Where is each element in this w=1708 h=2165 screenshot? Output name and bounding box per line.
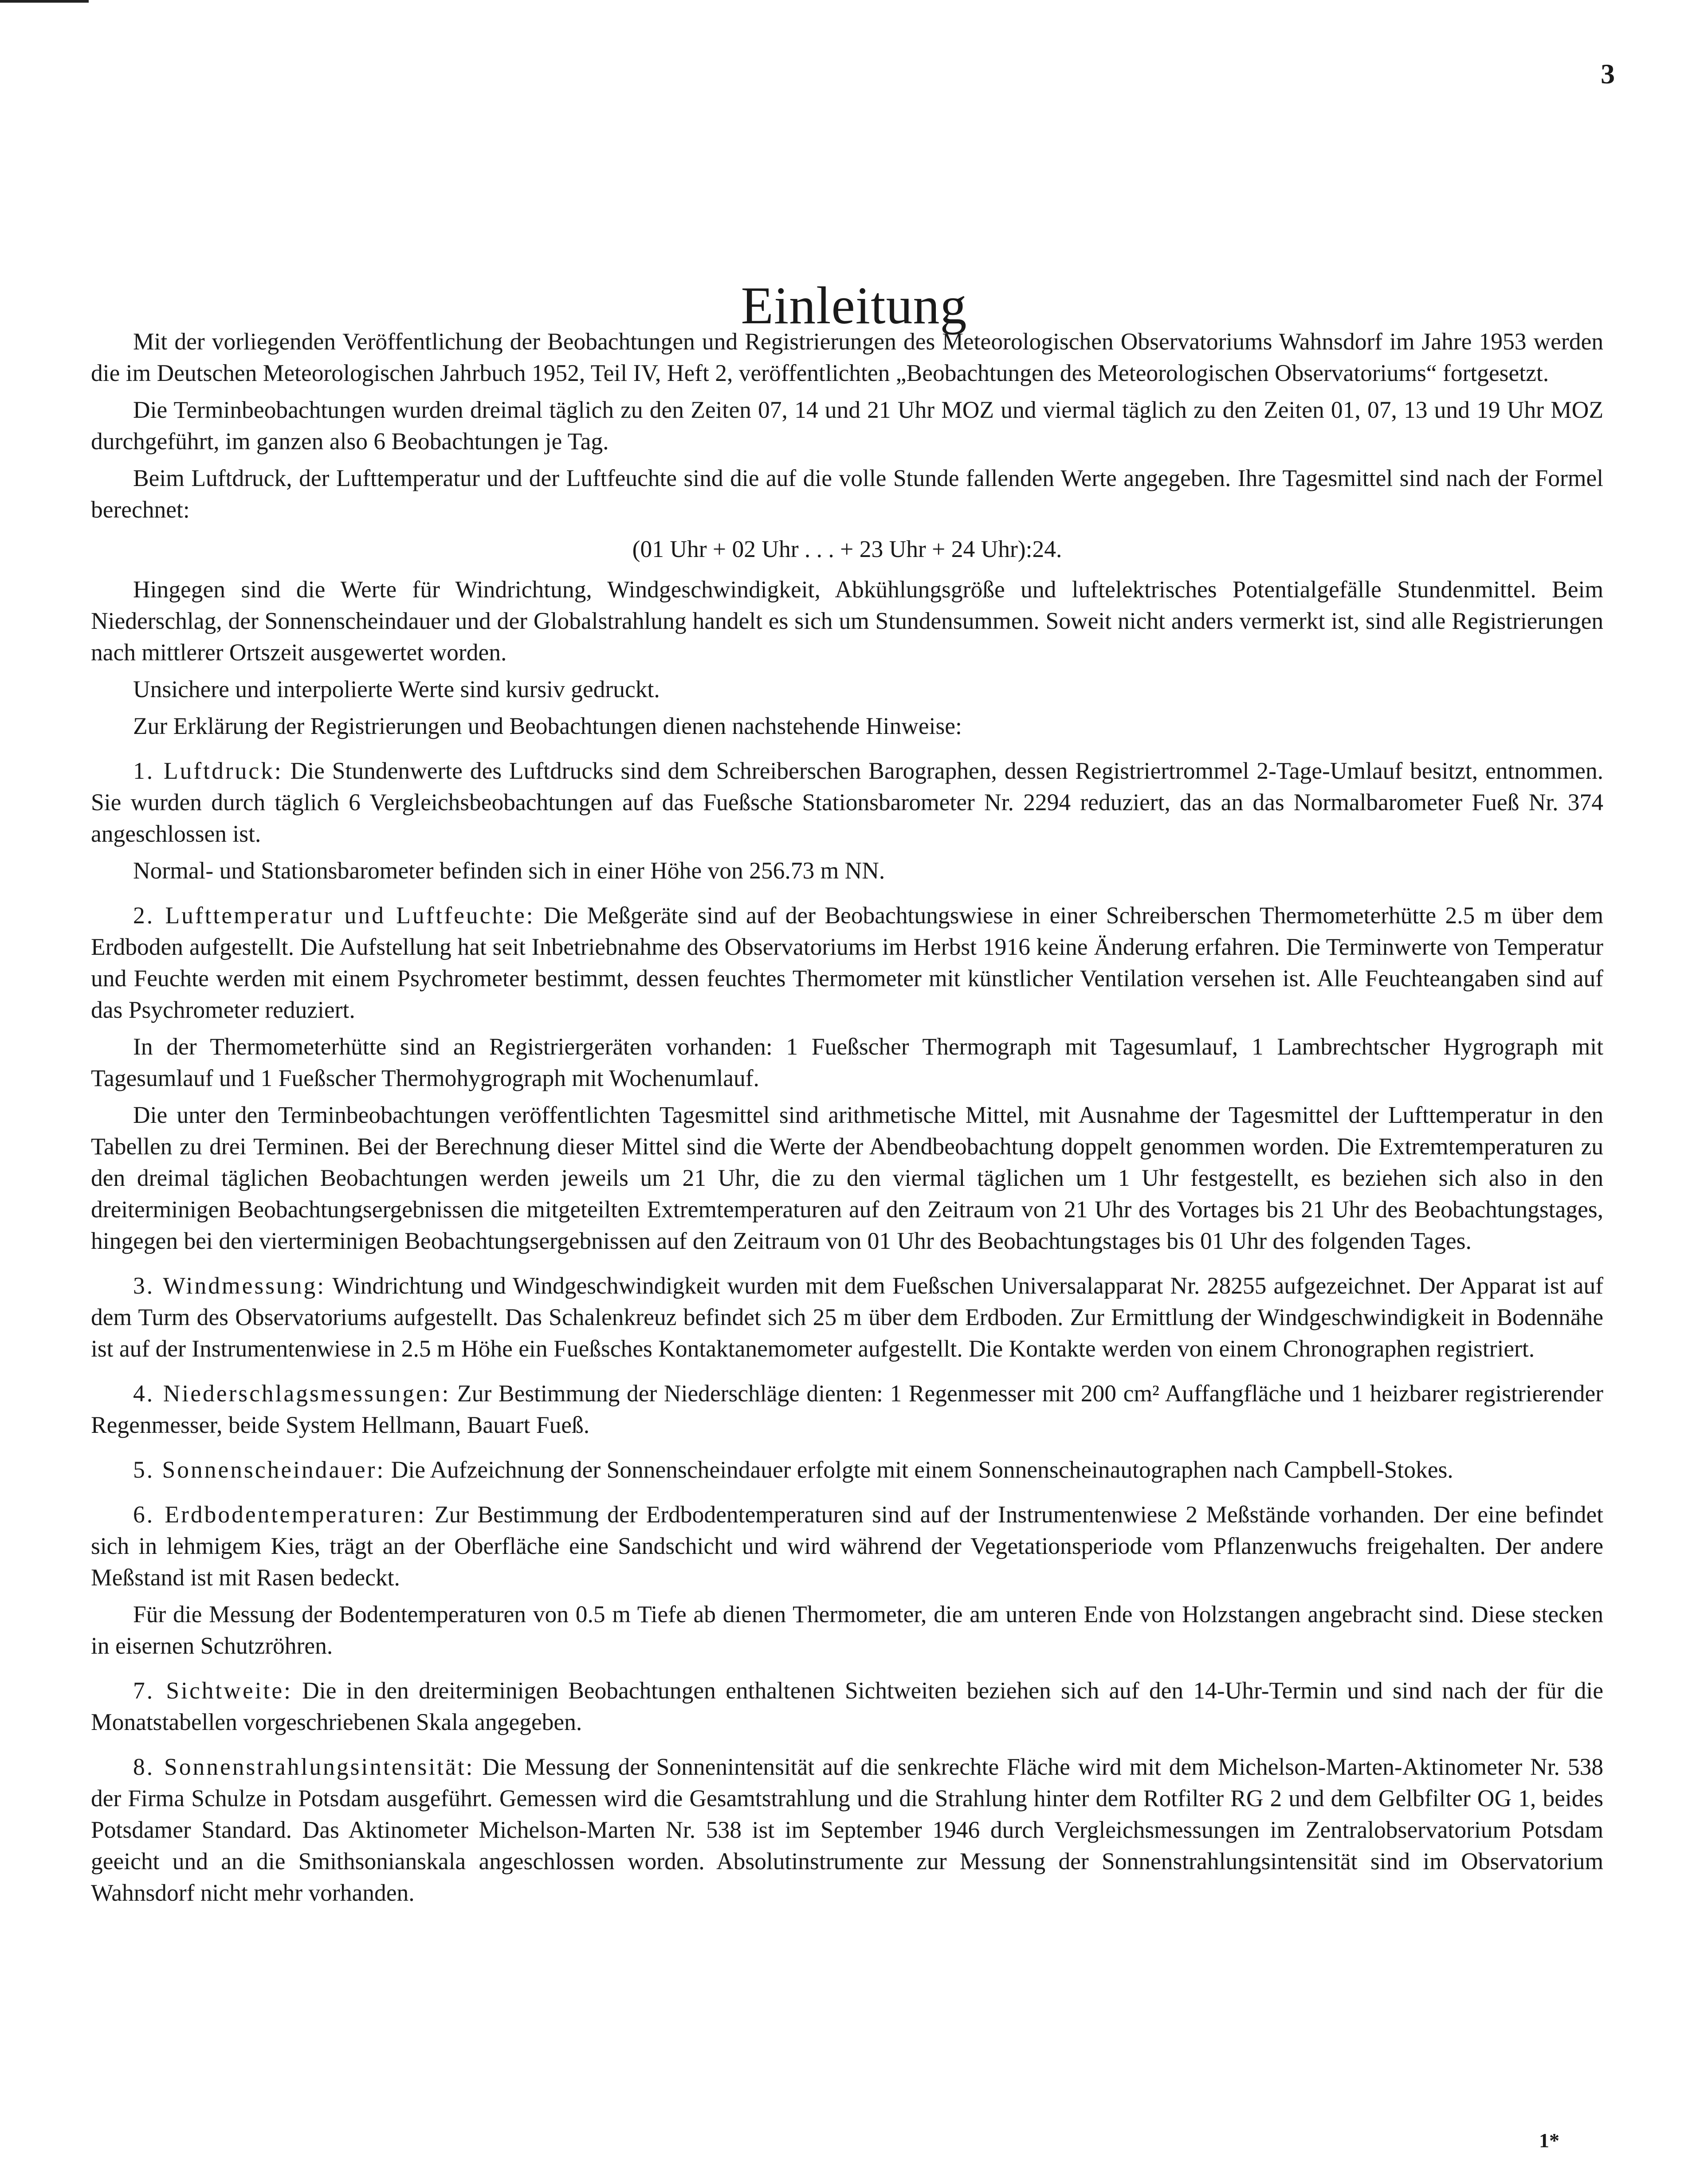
formula: (01 Uhr + 02 Uhr . . . + 23 Uhr + 24 Uhr):24. xyxy=(632,536,1062,562)
section-title: 2. Lufttemperatur und Luftfeuchte: xyxy=(133,902,535,929)
section-erdbodentemperaturen xyxy=(91,1499,1603,1593)
paragraph-luftdruck-mittel: Beim Luftdruck, der Lufttemperatur und der Luftfeuchte sind die auf die volle Stunde fallenden Werte angegeben. Ihre Tagesmittel sind nach der Formel berechnet: xyxy=(91,465,1603,523)
section-text: Die Aufzeichnung der Sonnenscheindauer erfolgte mit einem Sonnenscheinautographen nach Campbell-Stokes. xyxy=(385,1456,1453,1483)
section-text: Zur Bestimmung der Erdbodentemperaturen sind auf der Instrumentenwiese 2 Meßstände vorhanden. Der eine befindet sich in lehmigem Kies, trägt an der Oberfläche eine Sandschicht und wird während der Vegetationsperiode vom Pflanzenwuchs freigehalten. Der andere Meßstand ist mit Rasen bedeckt. xyxy=(91,1501,1603,1591)
section-title: 5. Sonnenscheindauer: xyxy=(133,1456,385,1483)
section-text: Zur Bestimmung der Niederschläge dienten: 1 Regenmesser mit 200 cm² Auffangfläche und 1 heizbarer registrierender Regenmesser, beide System Hellmann, Bauart Fueß. xyxy=(91,1380,1603,1438)
section-title: 6. Erdbodentemperaturen: xyxy=(133,1501,426,1528)
section-title: 7. Sichtweite: xyxy=(133,1677,293,1704)
section-niederschlag xyxy=(91,1378,1603,1441)
page-title: Einleitung xyxy=(741,276,967,335)
section-text: Die in den dreiterminigen Beobachtungen enthaltenen Sichtweiten beziehen sich auf den 14-Uhr-Termin und sind nach der für die Monatstabellen vorgeschriebenen Skala angegeben. xyxy=(91,1677,1603,1735)
paragraph-stundenmittel: Hingegen sind die Werte für Windrichtung, Windgeschwindigkeit, Abkühlungsgröße und luftelektrisches Potentialgefälle Stundenmittel. Beim Niederschlag, der Sonnenscheindauer und der Globalstrahlung handelt es sich um Stundensummen. Soweit nicht anders vermerkt ist, sind alle Registrierungen nach mittlerer Ortszeit ausgewertet worden. xyxy=(91,576,1603,666)
paragraph-bodentemperaturen: Für die Messung der Bodentemperaturen von 0.5 m Tiefe ab dienen Thermometer, die am unteren Ende von Holzstangen angebracht sind. Diese stecken in eisernen Schutzröhren. xyxy=(91,1601,1603,1659)
top-rule xyxy=(0,0,89,3)
paragraph-kursiv-note: Unsichere und interpolierte Werte sind kursiv gedruckt. xyxy=(133,676,660,702)
section-sonnenscheindauer xyxy=(91,1454,1603,1486)
section-title: 8. Sonnenstrahlungsintensität: xyxy=(133,1753,475,1780)
section-text: Die Stundenwerte des Luftdrucks sind dem Schreiberschen Barographen, dessen Registriertrommel 2-Tage-Umlauf besitzt, entnommen. Sie wurden durch täglich 6 Vergleichsbeobachtungen auf das Fueßsche Stationsbarometer Nr. 2294 reduziert, das an das Normalbarometer Fueß Nr. 374 angeschlossen ist. xyxy=(91,757,1603,847)
paragraph-tagesmittel: Die unter den Terminbeobachtungen veröffentlichten Tagesmittel sind arithmetische Mittel, mit Ausnahme der Tagesmittel der Lufttemperatur in den Tabellen zu drei Terminen. Bei der Berechnung dieser Mittel sind die Werte der Abendbeobachtung doppelt genommen worden. Die Extremtemperaturen zu den dreimal täglichen Beobachtungen werden jeweils um 21 Uhr, die zu den viermal täglichen um 1 Uhr festgestellt, es beziehen sich also in den dreiterminigen Beobachtungsergebnissen die mitgeteilten Extremtemperaturen auf den Zeitraum von 21 Uhr des Vortages bis 21 Uhr des Beobachtungstages, hingegen bei den vierterminigen Beobachtungsergebnissen auf den Zeitraum von 01 Uhr des Beobachtungstages bis 01 Uhr des folgenden Tages. xyxy=(91,1102,1603,1254)
section-title: 1. Luftdruck: xyxy=(133,757,283,784)
page-number: 3 xyxy=(1601,58,1615,90)
section-lufttemperatur xyxy=(91,900,1603,1026)
section-text: Die Meßgeräte sind auf der Beobachtungswiese in einer Schreiberschen Thermometerhütte 2.5 m über dem Erdboden aufgestellt. Die Aufstellung hat seit Inbetriebnahme des Observatoriums im Herbst 1916 keine Änderung erfahren. Die Terminwerte von Temperatur und Feuchte werden mit einem Psychrometer bestimmt, dessen feuchtes Thermometer mit künstlicher Ventilation versehen ist. Alle Feuchteangaben sind auf das Psychrometer reduziert. xyxy=(91,902,1603,1023)
section-title: 4. Niederschlagsmessungen: xyxy=(133,1380,451,1407)
paragraph-registriergeraete: In der Thermometerhütte sind an Registriergeräten vorhanden: 1 Fueßscher Thermograph mit Tagesumlauf, 1 Lambrechtscher Hygrograph mit Tagesumlauf und 1 Fueßscher Thermohygrograph mit Wochenumlauf. xyxy=(91,1033,1603,1091)
intro-paragraph: Mit der vorliegenden Veröffentlichung der Beobachtungen und Registrierungen des Meteorologischen Observatoriums Wahnsdorf im Jahre 1953 werden die im Deutschen Meteorologischen Jahrbuch 1952, Teil IV, Heft 2, veröffentlichten „Beobachtungen des Meteorologischen Observatoriums“ fortgesetzt. xyxy=(91,328,1603,386)
paragraph-terminbeobachtungen: Die Terminbeobachtungen wurden dreimal täglich zu den Zeiten 07, 14 und 21 Uhr MOZ und viermal täglich zu den Zeiten 01, 07, 13 und 19 Uhr MOZ durchgeführt, im ganzen also 6 Beobachtungen je Tag. xyxy=(91,396,1603,455)
section-windmessung xyxy=(91,1270,1603,1365)
signature-mark: 1* xyxy=(1539,2129,1559,2152)
body-text xyxy=(91,326,1603,1914)
section-sichtweite xyxy=(91,1675,1603,1738)
paragraph-hinweise: Zur Erklärung der Registrierungen und Beobachtungen dienen nachstehende Hinweise: xyxy=(133,713,962,739)
section-text: Die Messung der Sonnenintensität auf die senkrechte Fläche wird mit dem Michelson-Marten-Aktinometer Nr. 538 der Firma Schulze in Potsdam ausgeführt. Gemessen wird die Gesamtstrahlung und die Strahlung hinter dem Rotfilter RG 2 und dem Gelbfilter OG 1, beides Potsdamer Standard. Das Aktinometer Michelson-Marten Nr. 538 ist im September 1946 durch Vergleichsmessungen im Zentralobservatorium Potsdam geeicht und an die Smithsonianskala angeschlossen worden. Absolutinstrumente zur Messung der Sonnenstrahlungsintensität sind im Observatorium Wahnsdorf nicht mehr vorhanden. xyxy=(91,1753,1603,1906)
section-title: 3. Windmessung: xyxy=(133,1272,326,1299)
section-luftdruck xyxy=(91,755,1603,850)
section-text: Windrichtung und Windgeschwindigkeit wurden mit dem Fueßschen Universalapparat Nr. 28255 aufgezeichnet. Der Apparat ist auf dem Turm des Observatoriums aufgestellt. Das Schalenkreuz befindet sich 25 m über dem Erdboden. Zur Ermittlung der Windgeschwindigkeit in Bodennähe ist auf der Instrumentenwiese in 2.5 m Höhe ein Fueßsches Kontaktanemometer aufgestellt. Die Kontakte werden von einem Chronographen registriert. xyxy=(91,1272,1603,1362)
paragraph-barometer-hoehe: Normal- und Stationsbarometer befinden sich in einer Höhe von 256.73 m NN. xyxy=(133,857,885,884)
section-sonnenstrahlung xyxy=(91,1751,1603,1909)
